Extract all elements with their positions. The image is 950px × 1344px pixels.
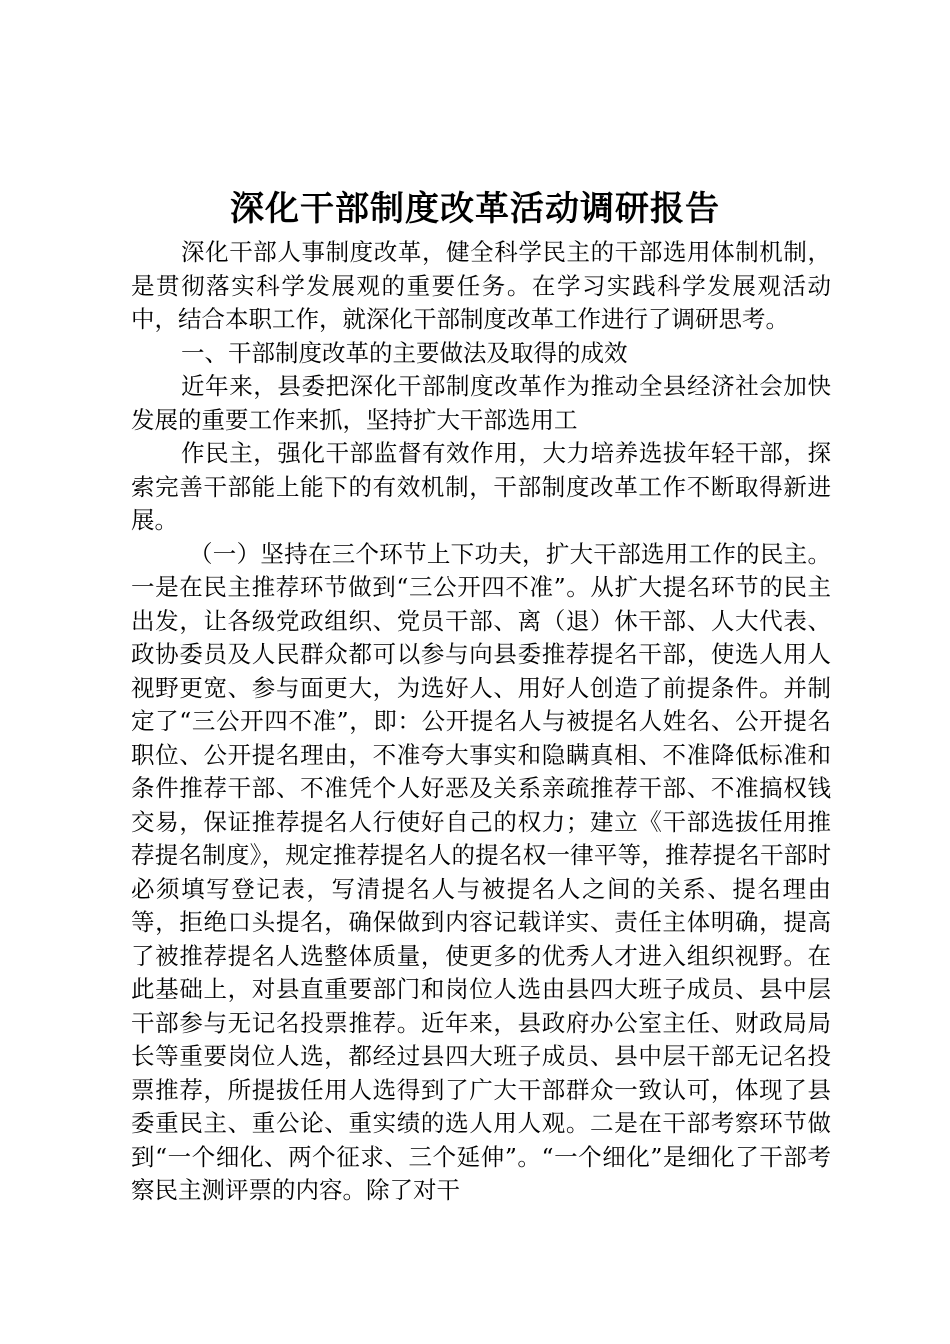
document-title: 深化干部制度改革活动调研报告: [230, 189, 720, 229]
paragraph-recent-years: 近年来，县委把深化干部制度改革作为推动全县经济社会加快发展的重要工作来抓，坚持扩大干部选用工: [131, 372, 831, 434]
paragraph-subsection-1: （一）坚持在三个环节上下功夫，扩大干部选用工作的民主。一是在民主推荐环节做到“三公开四不准”。从扩大提名环节的民主出发，让各级党政组织、党员干部、离（退）休干部、人大代表、政协委员及人民群众都可以参与向县委推荐提名干部，使选人用人视野更宽、参与面更大，为选好人、用好人创造了前提条件。并制定了“三公开四不准”，即：公开提名人与被提名人姓名、公开提名职位、公开提名理由，不准夸大事实和隐瞒真相、不准降低标准和条件推荐干部、不准凭个人好恶及关系亲疏推荐干部、不准搞权钱交易，保证推荐提名人行使好自己的权力；建立《干部选拔任用推荐提名制度》，规定推荐提名人的提名权一律平等，推荐提名干部时必须填写登记表，写清提名人与被提名人之间的关系、提名理由等，拒绝口头提名，确保做到内容记载详实、责任主体明确，提高了被推荐提名人选整体质量，使更多的优秀人才进入组织视野。在此基础上，对县直重要部门和岗位人选由县四大班子成员、县中层干部参与无记名投票推荐。近年来，县政府办公室主任、财政局局长等重要岗位人选，都经过县四大班子成员、县中层干部无记名投票推荐，所提拔任用人选得到了广大干部群众一致认可，体现了县委重民主、重公论、重实绩的选人用人观。二是在干部考察环节做到“一个细化、两个征求、三个延伸”。“一个细化”是细化了干部考察民主测评票的内容。除了对干: [131, 539, 831, 1204]
paragraph-intro: 深化干部人事制度改革，健全科学民主的干部选用体制机制，是贯彻落实科学发展观的重要任务。在学习实践科学发展观活动中，结合本职工作，就深化干部制度改革工作进行了调研思考。: [131, 238, 831, 333]
paragraph-continuation: 作民主，强化干部监督有效作用，大力培养选拔年轻干部，探索完善干部能上能下的有效机制，干部制度改革工作不断取得新进展。: [131, 439, 831, 534]
document-body: [131, 236, 831, 1208]
section-heading: 一、干部制度改革的主要做法及取得的成效: [181, 338, 628, 367]
